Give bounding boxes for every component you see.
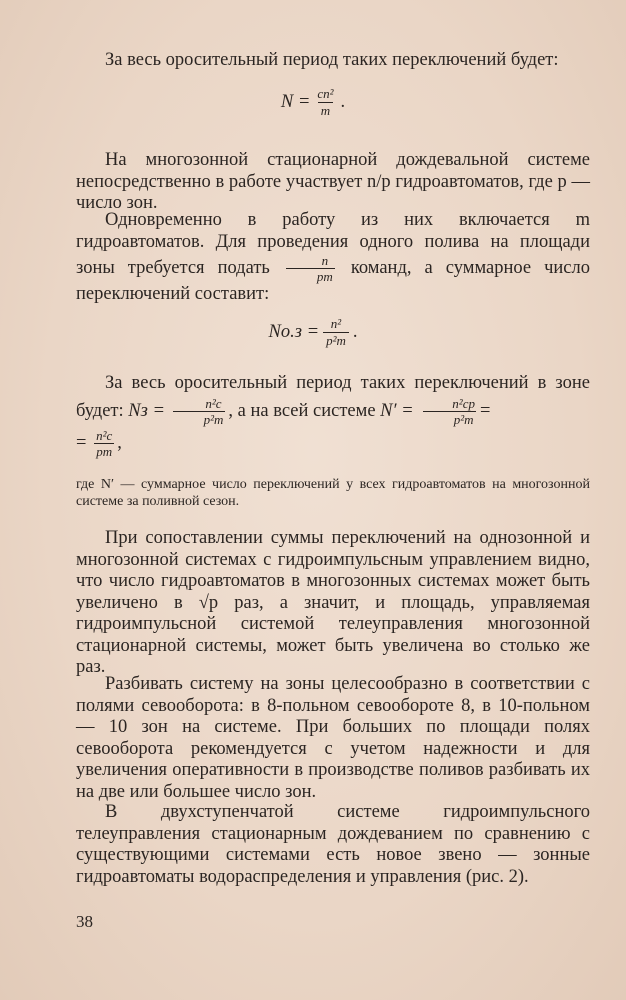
paragraph-1: За весь оросительный период таких переключений будет: xyxy=(105,50,559,70)
footnote: где N′ — суммарное число переключений у всех гидроавтоматов на многозонной системе за поливной сезон. xyxy=(76,477,590,509)
formula-nprime-lhs: N′ = xyxy=(380,400,414,421)
paragraph-4-mid: , а на всей системе xyxy=(228,400,376,421)
paragraph-7: В двухступенчатой системе гидроимпульсного телеуправления стационарным дождеванием по сравнению с существующими системами есть новое звено — зонные гидроавтоматы водораспределения и управления (рис. 2). xyxy=(76,802,590,887)
formula-zone-switches xyxy=(0,316,626,349)
fraction-denominator: p²m xyxy=(423,411,476,427)
paragraph-3-part-b: команд, а суммарное число переключений составит: xyxy=(76,257,590,304)
paragraph-2: На многозонной стационарной дождевальной системе непосредственно в работе участвует n/p гидроавтоматов, где p — число зон. xyxy=(76,150,590,213)
fraction-numerator: cn² xyxy=(317,86,334,101)
equals-sign: = xyxy=(479,400,491,421)
formula-fraction xyxy=(323,316,349,349)
formula-nprime-fraction xyxy=(421,396,477,427)
formula-final-fraction xyxy=(94,428,114,459)
formula-end: . xyxy=(340,92,346,112)
formula-fraction xyxy=(314,86,336,119)
fraction-numerator: n² xyxy=(330,316,342,331)
formula-n-total xyxy=(0,86,626,119)
paragraph-6: Разбивать систему на зоны целесообразно в соответствии с полями севооборота: в 8-польном севообороте 8, в 10-польном — 10 зон на системе. При больших по площади полях севооборота рекомендуется с учетом надежности и для увеличения оперативности в производстве поливов разбивать их на две или большее число зон. xyxy=(76,674,590,802)
paragraph-4 xyxy=(76,370,590,427)
fraction-numerator: n²cp xyxy=(452,396,475,411)
paragraph-4-continuation xyxy=(76,428,590,459)
formula-nz-fraction xyxy=(173,396,226,427)
formula-nz-lhs: Nз = xyxy=(128,400,165,421)
formula-lhs: Nо.з = xyxy=(268,322,320,342)
equals-sign: = xyxy=(76,432,87,453)
formula-lhs: N = xyxy=(280,92,311,112)
fraction-numerator: n xyxy=(321,253,329,268)
inline-fraction xyxy=(286,253,335,284)
formula-end: , xyxy=(117,432,122,453)
fraction-numerator: n²c xyxy=(96,428,113,443)
fraction-denominator: pm xyxy=(96,444,113,459)
formula-end: . xyxy=(352,322,358,342)
paragraph-4-text: За весь оросительный период таких переключений в зоне будет: xyxy=(76,373,590,421)
paragraph-5: При сопоставлении суммы переключений на однозонной и многозонной системах с гидроимпульсным управлением видно, что число гидроавтоматов в многозонных системах может быть увеличено в √p раз, а значит, и площадь, управляемая гидроимпульсной системой телеуправления многозонной стационарной системы, может быть увеличена во столько же раз. xyxy=(76,528,590,677)
page-number: 38 xyxy=(76,912,93,931)
fraction-denominator: p²m xyxy=(323,332,349,349)
paragraph-3 xyxy=(76,210,590,306)
fraction-numerator: n²c xyxy=(205,396,222,411)
fraction-denominator: m xyxy=(318,102,333,119)
fraction-denominator: pm xyxy=(286,268,335,284)
fraction-denominator: p²m xyxy=(173,411,226,427)
paragraph-3-part-a: Одновременно в работу из них включается m гидроавтоматов. Для проведения одного полива на площади зоны требуется подать xyxy=(76,210,590,278)
